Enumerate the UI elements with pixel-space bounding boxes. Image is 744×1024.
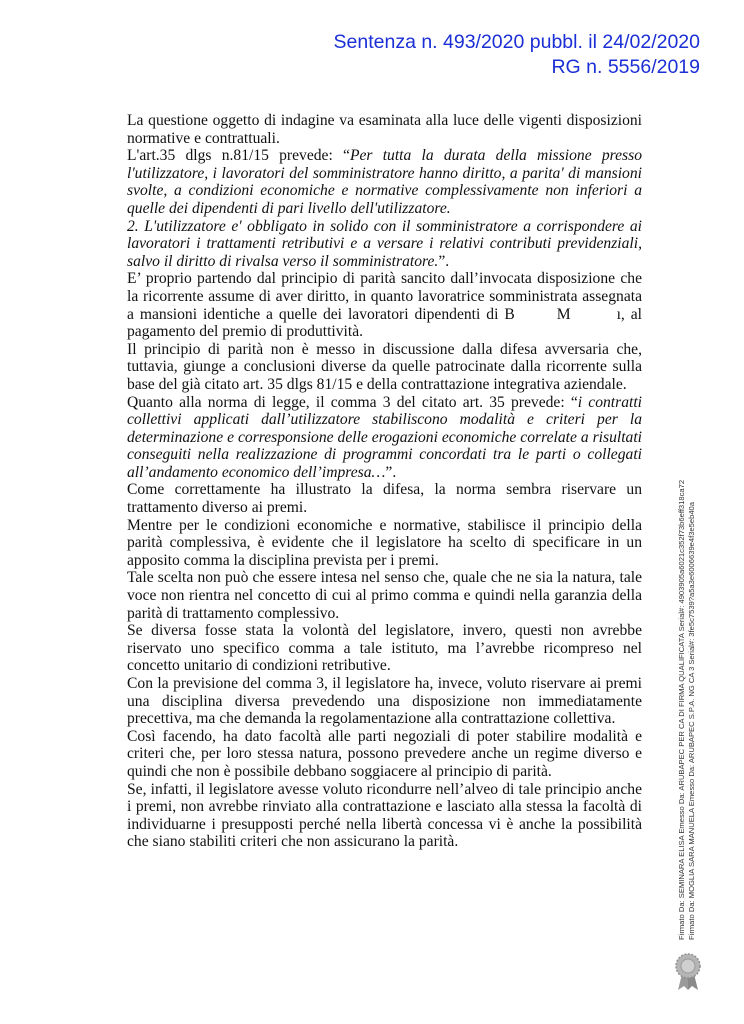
p2-quote: Per tutta la durata della missione presso l'utilizzatore, i lavoratori del somministratore hanno diritto, a parita' di mansioni svolte, a condizioni economiche e normative complessivamente non inferiori a quelle dei dipendenti di pari livello dell'utilizzatore. — [127, 147, 642, 217]
sentenza-header — [334, 30, 700, 80]
signature-line-2: Firmato Da: MOGLIA SARA MANUELA Emesso Da: ARUBAPEC S.P.A. NG CA 3 Serial#: 3fe5c7539?a5a3e6006639e4f3e5eb40a — [687, 501, 696, 940]
p9-text: Tale scelta non può che essere intesa nel senso che, quale che ne sia la natura, tale voce non rientra nel concetto di cui al primo comma e quindi nella garanzia della parità di trattamento complessivo. — [127, 569, 642, 622]
paragraph-13 — [127, 781, 642, 851]
p1-text: La questione oggetto di indagine va esaminata alla luce delle vigenti disposizioni normative e contrattuali. — [127, 112, 642, 147]
paragraph-4 — [127, 270, 642, 340]
paragraph-1 — [127, 112, 642, 147]
paragraph-9 — [127, 569, 642, 622]
signature-line-1: Firmato Da: SEMINARA ELISA Emesso Da: ARUBAPEC PER CA DI FIRMA QUALIFICATA Serial#: 4903905a6021c352f73b6eff318ca72 — [677, 479, 686, 940]
certification-seal-icon — [673, 952, 703, 992]
paragraph-2 — [127, 147, 642, 217]
p2-intro: L'art.35 dlgs n.81/15 prevede: “ — [127, 147, 350, 165]
paragraph-5 — [127, 341, 642, 394]
paragraph-8 — [127, 517, 642, 570]
p8-text: Mentre per le condizioni economiche e normative, stabilisce il principio della parità complessiva, è evidente che il legislatore ha scelto di specificare in un apposito comma la disciplina prevista per i premi. — [127, 516, 642, 569]
p4-a: E’ proprio partendo dal principio di parità sancito dall’invocata disposizione che la ricorrente assume di aver diritto, in quanto lavoratrice somministrata assegnata a mansioni identiche a quelle dei lavoratori dipendenti di B — [127, 270, 642, 323]
p4-c: ı, al pagamento del premio di produttività. — [127, 305, 643, 341]
sentenza-number: Sentenza n. 493/2020 pubbl. il 24/02/2020 — [333, 31, 700, 53]
paragraph-10 — [127, 622, 642, 675]
p3-quote: 2. L'utilizzatore e' obbligato in solido con il somministratore a corrispondere ai lavoratori i trattamenti retributivi e a versare i relativi contributi previdenziali, salvo il diritto di rivalsa verso il somministratore. — [127, 217, 642, 270]
p6-end: ”. — [385, 463, 397, 481]
p3-end: ”. — [438, 252, 450, 270]
document-body — [127, 112, 642, 851]
paragraph-12 — [127, 728, 642, 781]
p6-quote: i contratti collettivi applicati dall’utilizzatore stabiliscono modalità e criteri per la determinazione e corresponsione delle erogazioni economiche correlate a risultati conseguiti nella realizzazione di programmi concordati tra le parti o collegati all’andamento economico dell’impresa… — [127, 393, 642, 481]
p7-text: Come correttamente ha illustrato la difesa, la norma sembra riservare un trattamento diverso ai premi. — [127, 481, 642, 517]
p4-b: M — [556, 305, 571, 323]
p13-text: Se, infatti, il legislatore avesse voluto ricondurre nell’alveo di tale principio anche i premi, non avrebbe rinviato alla contrattazione e lasciato alla stessa la facoltà di individuarne i presupposti perché nella libertà concessa vi è anche la possibilità che siano stabiliti criteri che non assicurano la parità. — [127, 780, 642, 851]
p10-text: Se diversa fosse stata la volontà del legislatore, invero, questi non avrebbe riservato uno specifico comma a tale istituto, ma l’avrebbe ricompreso nel concetto unitario di condizioni retributive. — [127, 622, 642, 675]
paragraph-11 — [127, 675, 642, 728]
p5-text: Il principio di parità non è messo in discussione dalla difesa avversaria che, tuttavia, giunge a conclusioni diverse da quelle patrocinate dalla ricorrente sulla base del già citato art. 35 dlgs 81/15 e della contrattazione integrativa aziendale. — [127, 340, 642, 393]
signature-text — [677, 480, 697, 940]
rg-number: RG n. 5556/2019 — [551, 56, 700, 78]
paragraph-6 — [127, 394, 642, 482]
p12-text: Così facendo, ha dato facoltà alle parti negoziali di poter stabilire modalità e criteri che, per loro stessa natura, possono prevedere anche un regime diverso e quindi che non è possibile debbano soggiacere al principio di parità. — [127, 727, 642, 780]
digital-signatures — [677, 479, 707, 950]
p6-intro: Quanto alla norma di legge, il comma 3 del citato art. 35 prevede: “ — [127, 393, 578, 411]
p11-text: Con la previsione del comma 3, il legislatore ha, invece, voluto riservare ai premi una disciplina diversa prevedendo una disposizione non immediatamente precettiva, ma che demanda la regolamentazione alla contrattazione collettiva. — [127, 675, 642, 728]
paragraph-3 — [127, 218, 642, 271]
paragraph-7 — [127, 481, 642, 516]
